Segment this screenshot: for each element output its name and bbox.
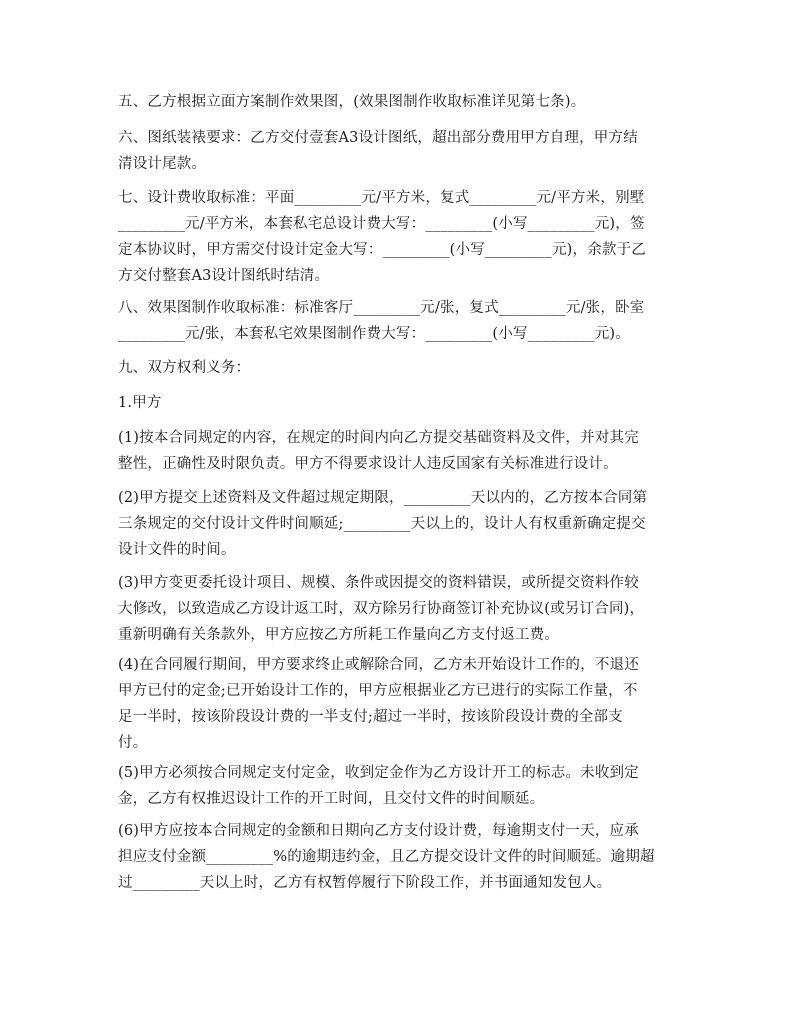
text-line: 清设计尾款。 xyxy=(118,156,207,172)
text-line: 重新明确有关条款外，甲方应按乙方所耗工作量向乙方支付返工费。 xyxy=(118,627,559,643)
party-a-item-5 xyxy=(118,760,678,812)
text-line: 大修改，以致造成乙方设计返工时，双方除另行协商签订补充协议(或另订合同)， xyxy=(118,601,645,617)
text-line: (6)甲方应按本合同规定的金额和日期向乙方支付设计费，每逾期支付一天，应承 xyxy=(118,823,639,839)
text-line: 付。 xyxy=(118,735,148,751)
clause-6 xyxy=(118,125,678,177)
text-line: (1)按本合同规定的内容，在规定的时间内向乙方提交基础资料及文件，并对其完 xyxy=(118,430,639,446)
text-line: _________元/张，本套私宅效果图制作费大写：_________(小写_________元)。 xyxy=(118,326,630,342)
party-a-item-4 xyxy=(118,652,678,756)
party-a-item-3 xyxy=(118,570,678,648)
text-line: 甲方已付的定金;已开始设计工作的，甲方应根据业乙方已进行的实际工作量，不 xyxy=(118,683,638,699)
text-line: 足一半时，按该阶段设计费的一半支付;超过一半时，按该阶段设计费的全部支 xyxy=(118,709,623,725)
text-line: 六、图纸装裱要求：乙方交付壹套A3设计图纸，超出部分费用甲方自理，甲方结 xyxy=(118,130,638,146)
text-line: (2)甲方提交上述资料及文件超过规定期限，_________天以内的，乙方按本合同第 xyxy=(118,490,648,506)
party-a-item-6 xyxy=(118,818,678,896)
text-line: 过_________天以上时，乙方有权暂停履行下阶段工作，并书面通知发包人。 xyxy=(118,875,612,891)
clause-5 xyxy=(118,89,678,115)
text-line: 三条规定的交付设计文件时间顺延;_________天以上的，设计人有权重新确定提交 xyxy=(118,516,646,532)
text-line: 1.甲方 xyxy=(118,395,162,411)
party-a-heading xyxy=(118,390,678,416)
text-line: 七、设计费收取标准：平面_________元/平方米，复式_________元/平方米，别墅 xyxy=(118,190,645,206)
party-a-item-2 xyxy=(118,485,678,563)
text-line: 定本协议时，甲方需交付设计定金大写：_________(小写_________元)，余款于乙 xyxy=(118,242,647,258)
clause-7 xyxy=(118,185,678,289)
text-line: _________元/平方米，本套私宅总设计费大写：_________(小写_________元)，签 xyxy=(118,216,645,232)
party-a-item-1 xyxy=(118,425,678,477)
text-line: 金，乙方有权推迟设计工作的开工时间，且交付文件的时间顺延。 xyxy=(118,791,545,807)
clause-9-heading xyxy=(118,355,678,381)
text-line: 五、乙方根据立面方案制作效果图，(效果图制作收取标准详见第七条)。 xyxy=(118,94,586,110)
text-line: (5)甲方必须按合同规定支付定金，收到定金作为乙方设计开工的标志。未收到定 xyxy=(118,765,639,781)
clause-8 xyxy=(118,295,678,347)
text-line: (3)甲方变更委托设计项目、规模、条件或因提交的资料错误，或所提交资料作较 xyxy=(118,575,639,591)
text-line: 八、效果图制作收取标准：标准客厅_________元/张，复式_________元/张，卧室 xyxy=(118,300,645,316)
text-line: 九、双方权利义务： xyxy=(118,360,251,376)
text-line: (4)在合同履行期间，甲方要求终止或解除合同，乙方未开始设计工作的，不退还 xyxy=(118,657,639,673)
text-line: 方交付整套A3设计图纸时结清。 xyxy=(118,268,330,284)
text-line: 担应支付金额_________%的逾期违约金，且乙方提交设计文件的时间顺延。逾期超 xyxy=(118,849,655,865)
text-line: 整性，正确性及时限负责。甲方不得要求设计人违反国家有关标准进行设计。 xyxy=(118,456,618,472)
text-line: 设计文件的时间。 xyxy=(118,542,236,558)
